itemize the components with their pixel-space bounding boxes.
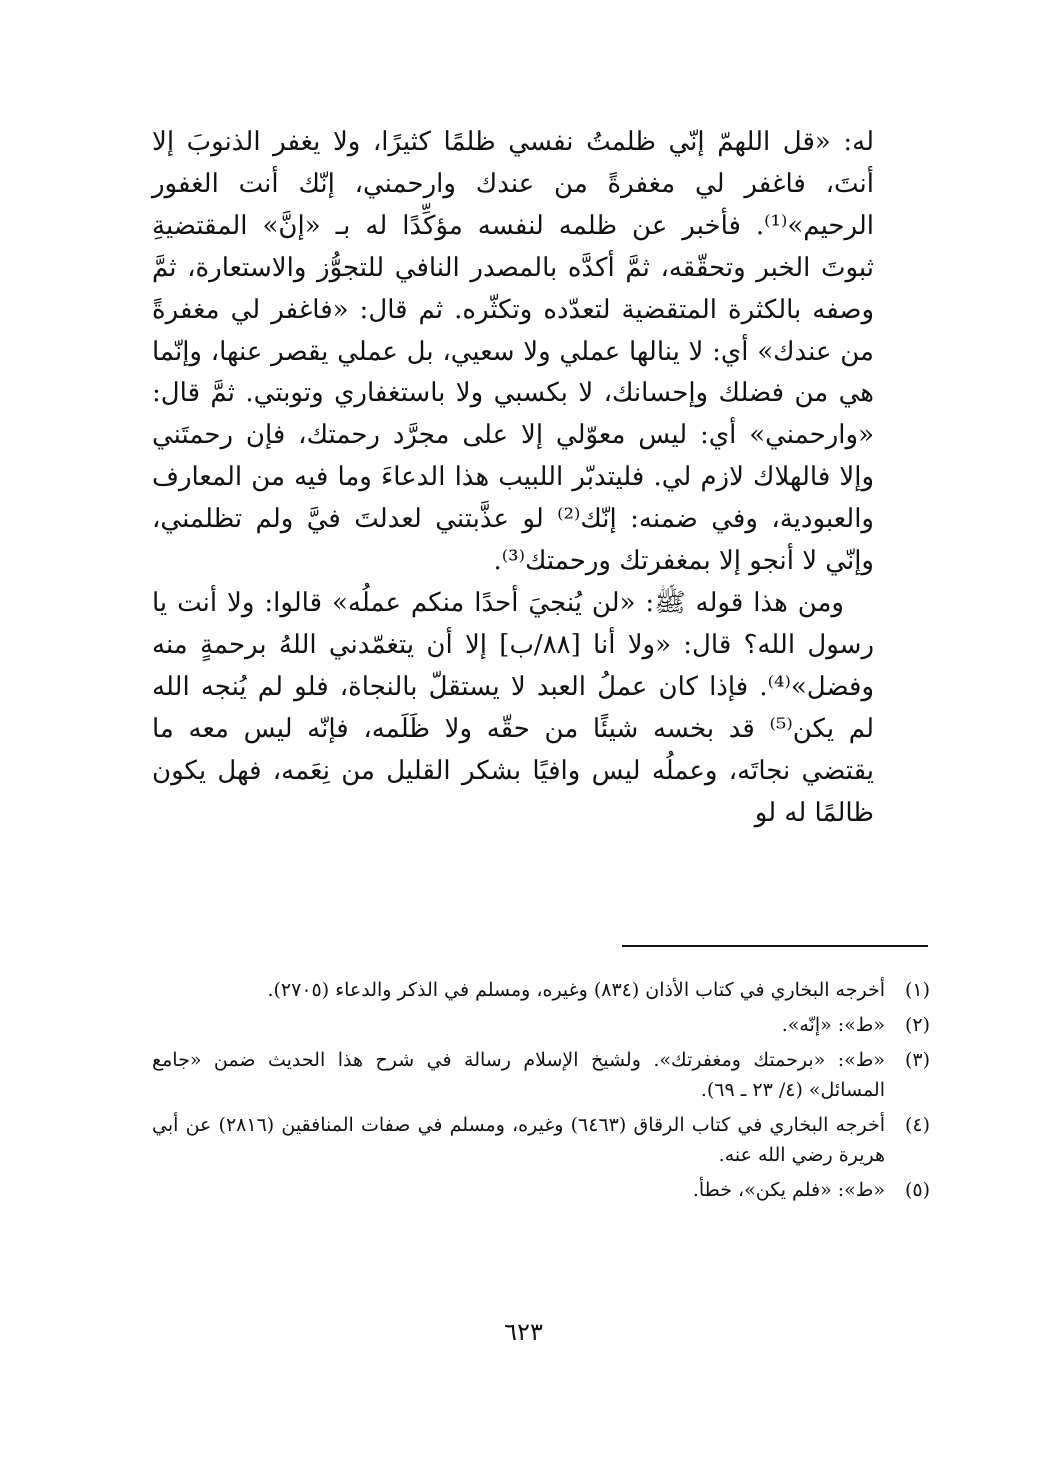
footnote-marker: (٤): [904, 1114, 930, 1136]
paragraph: ومن هذا قوله ﷺ: «لن يُنجيَ أحدًا منكم عملُه» قالوا: ولا أنت يا رسول الله؟ قال: «ولا أنا [٨٨/ب] إلا أن يتغمّدني اللهُ برحمةٍ منه وفضل»⁽⁴⁾. فإذا كان عملُ العبد لا يستقلّ بالنجاة، فلو لم يُنجه الله لم يكن⁽⁵⁾ قد بخسه شيئًا من حقّه ولا ظَلَمه، فإنّه ليس معه ما يقتضي نجاتَه، وعملُه ليس وافيًا بشكر القليل من نِعَمه، فهل يكون ظالمًا له لو: [152, 587, 875, 828]
footnote: [152, 1045, 930, 1105]
footnote-marker: (٢): [904, 1014, 930, 1036]
footnote: [152, 1110, 930, 1170]
footnote: [152, 1010, 930, 1040]
footnote-text: أخرجه البخاري في كتاب الرقاق (٦٤٦٣) وغيره، ومسلم في صفات المنافقين (٢٨١٦) عن أبي هريرة رضي الله عنه.: [152, 1114, 885, 1166]
footnote: [152, 975, 930, 1005]
footnote: [152, 1175, 930, 1205]
footnote-text: أخرجه البخاري في كتاب الأذان (٨٣٤) وغيره، ومسلم في الذكر والدعاء (٢٧٠٥).: [267, 979, 885, 1001]
footnote-text: «ط»: «برحمتك ومغفرتك». ولشيخ الإسلام رسالة في شرح هذا الحديث ضمن «جامع المسائل» (٤/ ٢٣ ـ ٦٩).: [152, 1049, 885, 1101]
footnote-marker: (٣): [904, 1049, 930, 1071]
main-text: [152, 122, 874, 834]
paragraph: له: «قل اللهمّ إنّي ظلمتُ نفسي ظلمًا كثيرًا، ولا يغفر الذنوبَ إلا أنتَ، فاغفر لي مغفرةً من عندك وارحمني، إنّك أنت الغفور الرحيم»⁽¹⁾. فأخبر عن ظلمه لنفسه مؤكِّدًا له بـ «إنَّ» المقتضيةِ ثبوتَ الخبر وتحقّقه، ثمَّ أكدَّه بالمصدر النافي للتجوُّز والاستعارة، ثمَّ وصفه بالكثرة المتقضية لتعدّده وتكثّره. ثم قال: «فاغفر لي مغفرةً من عندك» أي: لا ينالها عملي ولا سعيي، بل عملي يقصر عنها، وإنّما هي من فضلك وإحسانك، لا بكسبي ولا باستغفاري وتوبتي. ثمَّ قال: «وارحمني» أي: ليس معوّلي إلا على مجرَّد رحمتك، فإن رحمتَني وإلا فالهلاك لازم لي. فليتدبّر اللبيب هذا الدعاءَ وما فيه من المعارف والعبودية، وفي ضمنه: إنّك⁽²⁾ لو عذَّبتني لعدلتَ فيَّ ولم تظلمني، وإنّي لا أنجو إلا بمغفرتك ورحمتك⁽³⁾.: [152, 127, 875, 577]
footnote-marker: (١): [904, 979, 930, 1001]
footnote-marker: (٥): [904, 1179, 930, 1201]
footnote-separator: [622, 945, 928, 947]
footnotes: [152, 975, 930, 1210]
page-number: ٦٢٣: [504, 1318, 543, 1346]
footnote-text: «ط»: «فلم يكن»، خطأ.: [692, 1179, 885, 1201]
footnote-text: «ط»: «إنّه».: [781, 1014, 885, 1036]
